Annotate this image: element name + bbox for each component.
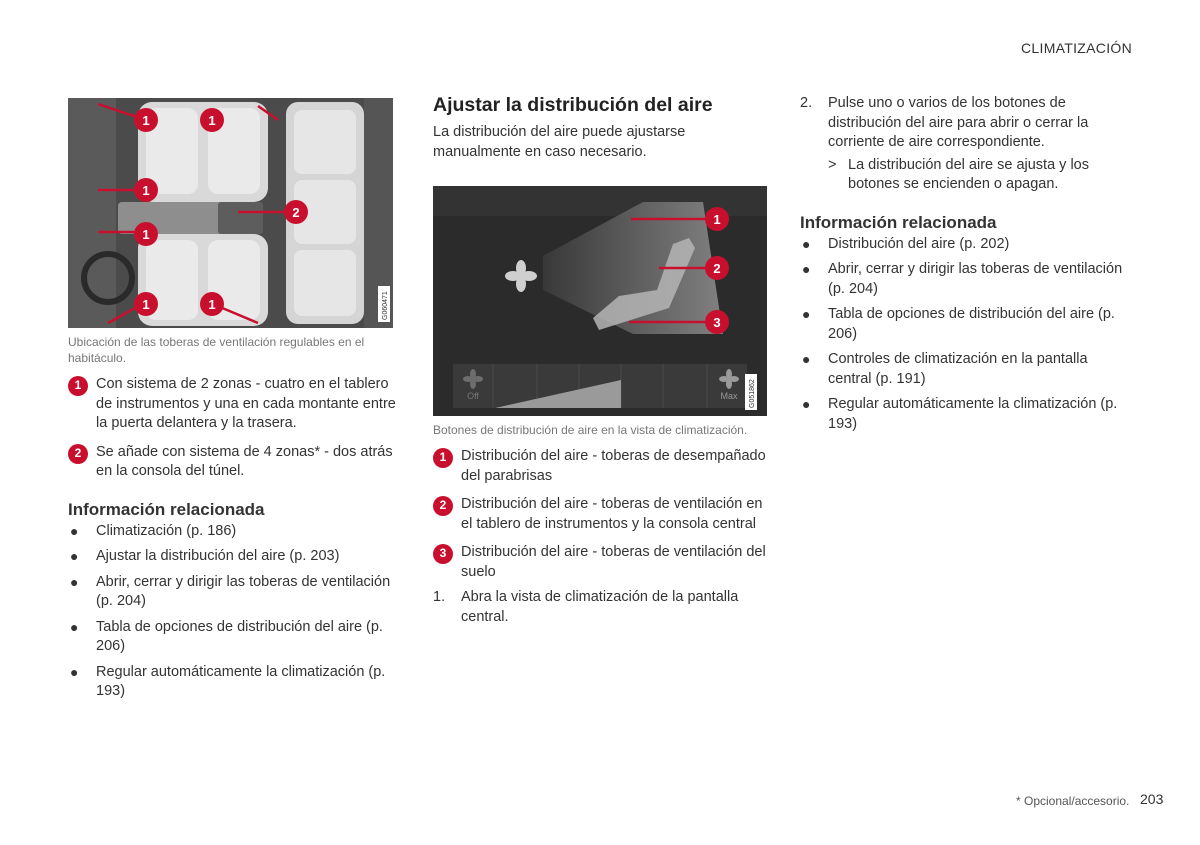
callout-label: 2 <box>713 261 721 276</box>
instruction-step <box>433 588 768 627</box>
callout-label: 1 <box>208 113 216 128</box>
bullet-icon: ● <box>802 235 811 252</box>
result-marker: > <box>828 156 837 173</box>
related-link[interactable]: ● Regular automáticamente la climatización (p. 193) <box>802 396 1118 432</box>
step-number: 2. <box>800 95 813 111</box>
related-link[interactable]: ● Abrir, cerrar y dirigir las toberas de ventilación (p. 204) <box>802 261 1123 297</box>
climate-screen-illustration <box>433 186 767 416</box>
callout-text: Distribución del aire - toberas de ventilación en el tablero de instrumentos y la consola central <box>461 496 763 532</box>
related-link[interactable]: ● Abrir, cerrar y dirigir las toberas de ventilación (p. 204) <box>70 573 391 609</box>
related-info-list <box>68 522 396 702</box>
section-heading: Ajustar la distribución del aire <box>433 94 713 116</box>
callout-badge: 3 <box>433 544 453 564</box>
related-info-heading: Información relacionada <box>800 212 997 232</box>
callout-item <box>433 543 768 582</box>
bullet-icon: ● <box>70 548 79 564</box>
column-3 <box>800 94 1134 440</box>
callout-label: 2 <box>292 205 300 220</box>
step-number: 1. <box>433 589 446 605</box>
instruction-step <box>800 94 1134 153</box>
bullet-icon: ● <box>70 573 79 590</box>
fan-max-label: Max <box>720 391 738 401</box>
step-result <box>800 156 1134 195</box>
callout-label: 3 <box>713 315 721 330</box>
bullet-icon: ● <box>802 396 811 412</box>
related-info-list <box>800 235 1134 435</box>
page-header-title: CLIMATIZACIÓN <box>1021 40 1132 56</box>
callout-text: Distribución del aire - toberas de desempañado del parabrisas <box>461 448 766 484</box>
fan-off-label: Off <box>467 391 479 401</box>
related-link[interactable]: ● Distribución del aire (p. 202) <box>800 235 1134 255</box>
callout-badge: 1 <box>68 376 88 396</box>
callout-item <box>68 443 396 482</box>
callout-text: Se añade con sistema de 4 zonas* - dos atrás en la consola del túnel. <box>96 443 393 479</box>
column-2 <box>433 94 768 627</box>
bullet-icon: ● <box>802 261 811 277</box>
callout-label: 1 <box>713 212 721 227</box>
cabin-vents-illustration <box>68 98 393 328</box>
related-link[interactable]: ● Climatización (p. 186) <box>68 522 396 542</box>
bullet-icon: ● <box>802 306 811 322</box>
figure-code: G051862 <box>749 379 756 408</box>
step-text: Pulse uno o varios de los botones de distribución del aire para abrir o cerrar la corriente de aire correspondiente. <box>828 95 1089 150</box>
callout-text: Distribución del aire - toberas de ventilación del suelo <box>461 544 766 580</box>
step-text: Abra la vista de climatización de la pantalla central. <box>461 589 739 625</box>
figure-caption: Ubicación de las toberas de ventilación regulables en el habitáculo. <box>68 335 365 365</box>
callout-item <box>68 375 396 434</box>
bullet-icon: ● <box>70 522 79 539</box>
callout-badge: 2 <box>68 444 88 464</box>
column-1 <box>68 98 396 708</box>
figure-code: G060471 <box>382 291 389 320</box>
bullet-icon: ● <box>802 351 811 367</box>
callout-label: 1 <box>142 297 150 312</box>
related-link[interactable]: ● Tabla de opciones de distribución del aire (p. 206) <box>802 306 1115 342</box>
related-link[interactable]: ● Tabla de opciones de distribución del aire (p. 206) <box>70 618 383 654</box>
footnote: * Opcional/accesorio. <box>1016 794 1130 808</box>
callout-label: 1 <box>142 227 150 242</box>
intro-text: La distribución del aire puede ajustarse manualmente en caso necesario. <box>433 124 686 160</box>
figure-caption: Botones de distribución de aire en la vista de climatización. <box>433 423 748 437</box>
callout-badge: 2 <box>433 496 453 516</box>
callout-item <box>433 495 768 534</box>
callout-text: Con sistema de 2 zonas - cuatro en el tablero de instrumentos y una en cada montante entre la puerta delantera y la trasera. <box>96 376 396 431</box>
result-text: La distribución del aire se ajusta y los botones se encienden o apagan. <box>848 156 1089 192</box>
related-link[interactable]: ● Ajustar la distribución del aire (p. 203) <box>68 547 396 567</box>
callout-label: 1 <box>142 113 150 128</box>
bullet-icon: ● <box>70 618 79 635</box>
related-info-heading: Información relacionada <box>68 499 265 519</box>
related-link[interactable]: ● Controles de climatización en la pantalla central (p. 191) <box>802 351 1088 387</box>
related-link[interactable]: ● Regular automáticamente la climatización (p. 193) <box>70 663 386 699</box>
page-number: 203 <box>1140 791 1164 807</box>
callout-badge: 1 <box>433 448 453 468</box>
callout-item <box>433 447 768 486</box>
bullet-icon: ● <box>70 663 79 680</box>
callout-label: 1 <box>208 297 216 312</box>
callout-label: 1 <box>142 183 150 198</box>
